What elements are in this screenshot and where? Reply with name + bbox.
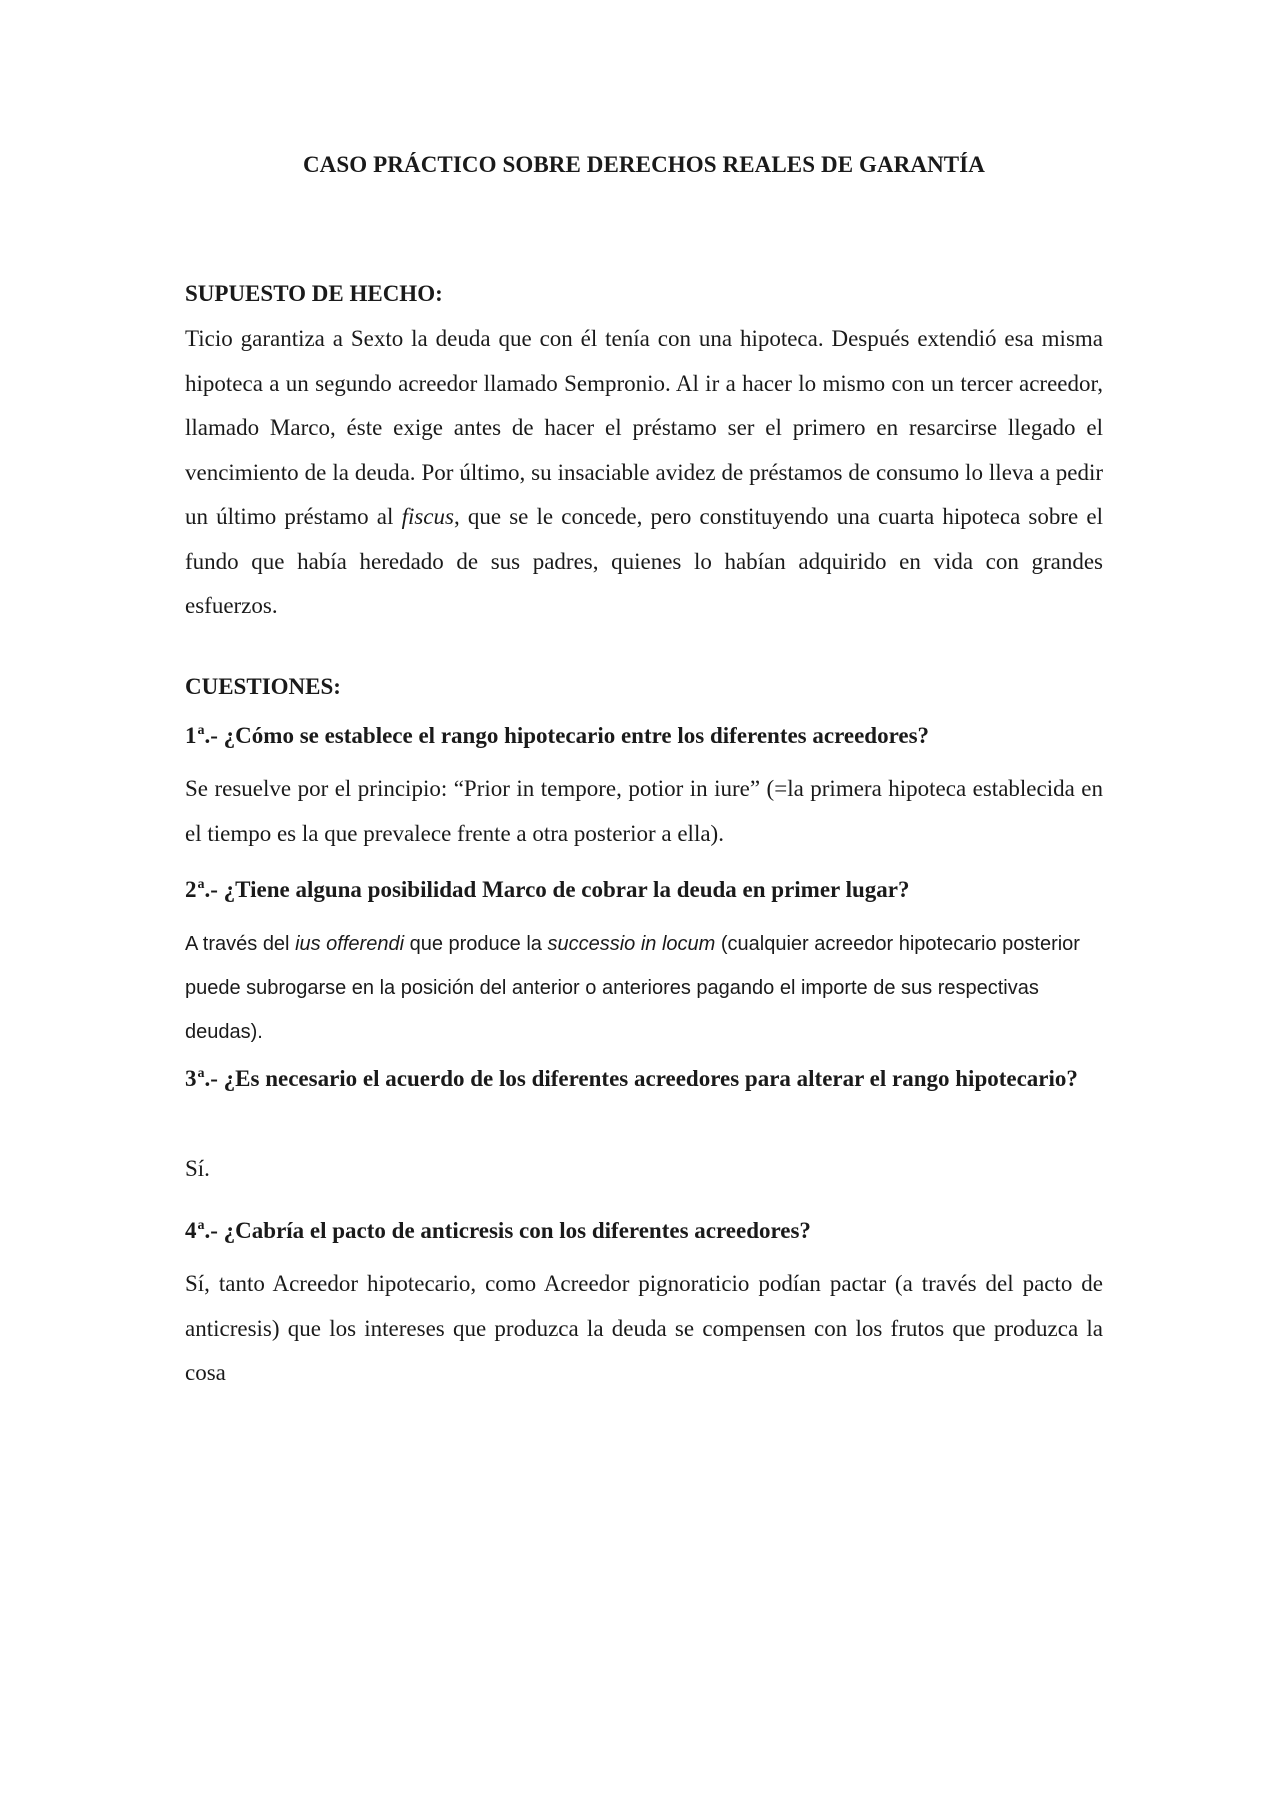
question-separator: .- xyxy=(204,1218,224,1243)
question-2 xyxy=(185,863,1103,913)
facts-italic-term: fiscus xyxy=(401,504,454,529)
question-ordinal: a xyxy=(197,723,205,738)
question-text: ¿Es necesario el acuerdo de los diferentes acreedores para alterar el rango hipotecario? xyxy=(223,1066,1078,1091)
facts-text-start: Ticio garantiza a Sexto la deuda que con él tenía con una hipoteca. Después extendió esa misma hipoteca a un segundo acreedor llamado Sempronio. Al ir a hacer lo mismo con un tercer acreedor, llamado Marco, éste exige antes de hacer el préstamo ser el primero en resarcirse llegado el vencimiento de la deuda. Por último, su insaciable avidez de préstamos de consumo lo lleva a pedir un último préstamo al xyxy=(185,326,1103,529)
question-text: ¿Tiene alguna posibilidad Marco de cobrar la deuda en primer lugar? xyxy=(223,877,910,902)
question-separator: .- xyxy=(204,723,224,748)
question-3 xyxy=(185,1052,1103,1102)
answer-2 xyxy=(185,922,1103,1054)
question-text: ¿Cabría el pacto de anticresis con los diferentes acreedores? xyxy=(223,1218,811,1243)
questions-heading: CUESTIONES: xyxy=(185,674,341,699)
question-number: 4 xyxy=(185,1218,197,1243)
question-number: 3 xyxy=(185,1066,197,1091)
facts-paragraph xyxy=(185,317,1103,629)
question-number: 2 xyxy=(185,877,197,902)
facts-text-end: , que se le concede, pero constituyendo una cuarta hipoteca sobre el fundo que había heredado de sus padres, quienes lo habían adquirido en vida con grandes esfuerzos. xyxy=(185,504,1103,618)
question-separator: .- xyxy=(204,877,224,902)
facts-heading: SUPUESTO DE HECHO: xyxy=(185,281,443,306)
answer-2-part2: que produce la xyxy=(404,933,548,955)
question-ordinal: a xyxy=(197,877,205,892)
document-page xyxy=(185,0,1103,1811)
answer-2-italic-successio: successio in locum xyxy=(547,933,716,955)
question-separator: .- xyxy=(204,1066,224,1091)
question-number: 1 xyxy=(185,723,197,748)
answer-2-italic-ius-offerendi: ius offerendi xyxy=(295,933,405,955)
question-4 xyxy=(185,1204,1103,1254)
question-ordinal: a xyxy=(197,1066,205,1081)
question-ordinal: a xyxy=(197,1218,205,1233)
answer-3: Sí. xyxy=(185,1156,210,1181)
answer-2-part3: (cualquier acreedor hipotecario posterior puede subrogarse en la posición del anterior o anteriores pagando el importe de sus respectivas deudas). xyxy=(185,933,1080,1043)
answer-1: Se resuelve por el principio: “Prior in tempore, potior in iure” (=la primera hipoteca establecida en el tiempo es la que prevalece frente a otra posterior a ella). xyxy=(185,776,1103,846)
answer-4: Sí, tanto Acreedor hipotecario, como Acreedor pignoraticio podían pactar (a través del pacto de anticresis) que los intereses que produzca la deuda se compensen con los frutos que produzca la cosa xyxy=(185,1271,1103,1385)
question-text: ¿Cómo se establece el rango hipotecario entre los diferentes acreedores? xyxy=(223,723,930,748)
question-1 xyxy=(185,709,1103,759)
answer-2-part1: A través del xyxy=(185,933,296,955)
document-title: CASO PRÁCTICO SOBRE DERECHOS REALES DE GARANTÍA xyxy=(302,152,986,177)
